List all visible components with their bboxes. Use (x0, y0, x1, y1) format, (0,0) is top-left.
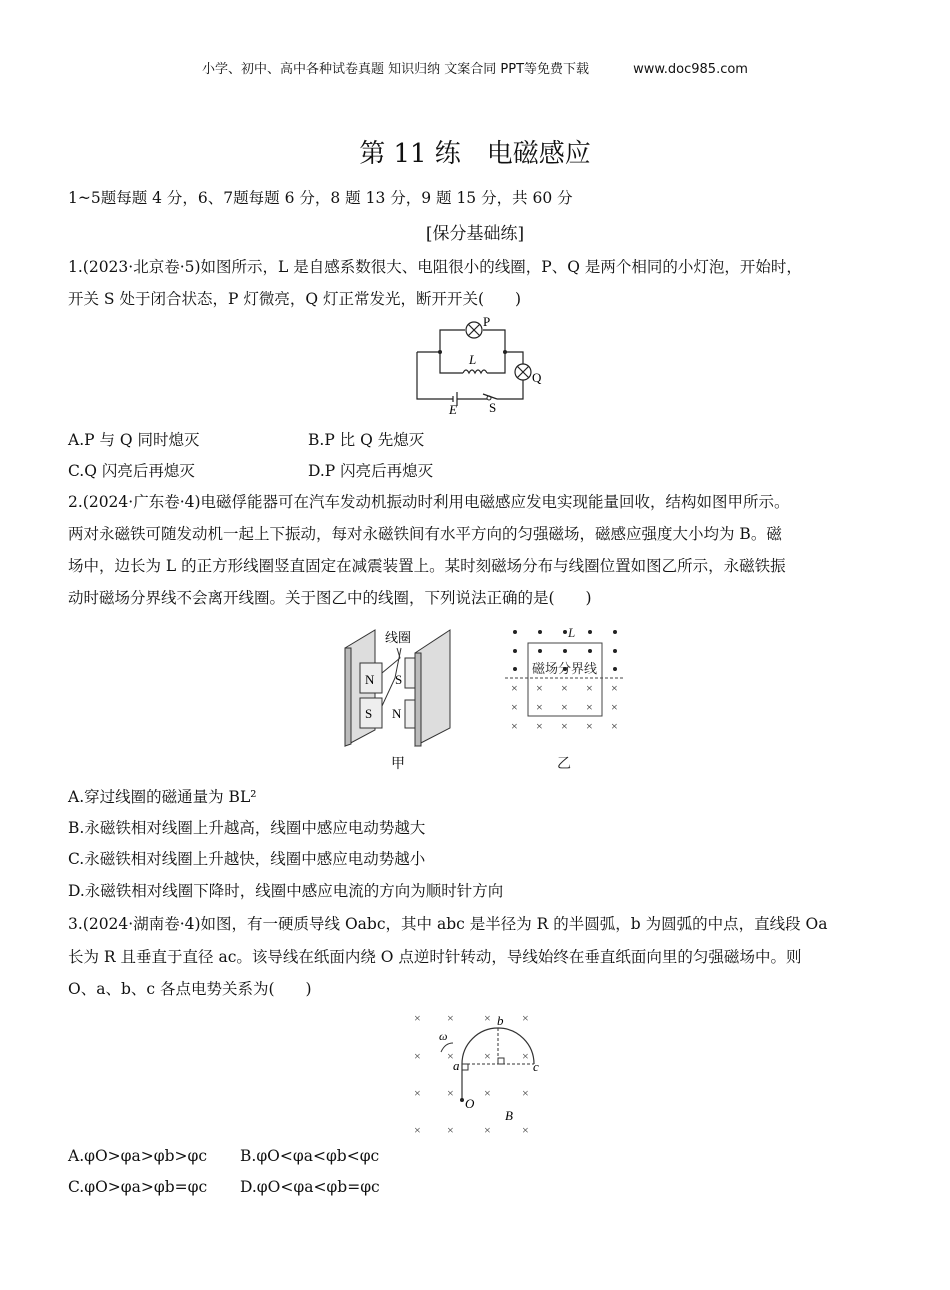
svg-text:×: × (484, 1086, 491, 1100)
q3-option-row (68, 1178, 380, 1196)
label-l: L (469, 352, 477, 367)
label-boundary: 磁场分界线 (532, 661, 598, 676)
q3-line: O、a、b、c 各点电势关系为( ) (68, 980, 312, 998)
option-a[interactable]: A.P 与 Q 同时熄灭 (68, 431, 200, 449)
header-text: 小学、初中、高中各种试卷真题 知识归纳 文案合同 PPT等免费下载 (202, 62, 590, 77)
option-a[interactable]: A.φO>φa>φb>φc (68, 1147, 208, 1165)
q2-figure (335, 618, 635, 773)
svg-text:×: × (536, 681, 543, 695)
q3-line: 长为 R 且垂直于直径 ac。该导线在纸面内绕 O 点逆时针转动，导线始终在垂直纸面向里的匀强磁场中。则 (68, 948, 802, 966)
svg-text:×: × (414, 1086, 421, 1100)
svg-text:×: × (611, 719, 618, 733)
svg-text:×: × (447, 1011, 454, 1025)
option-c[interactable]: C.φO>φa>φb=φc (68, 1178, 208, 1196)
svg-text:×: × (484, 1049, 491, 1063)
svg-text:×: × (561, 700, 568, 714)
q2-option-d[interactable]: D.永磁铁相对线圈下降时，线圈中感应电流的方向为顺时针方向 (68, 882, 504, 900)
q2-line: 2.(2024·广东卷·4)电磁俘能器可在汽车发动机振动时利用电磁感应发电实现能量回收，结构如图甲所示。 (68, 493, 790, 511)
svg-text:×: × (447, 1049, 454, 1063)
svg-text:×: × (586, 700, 593, 714)
svg-text:×: × (561, 719, 568, 733)
q1-line: 1.(2023·北京卷·5)如图所示，L 是自感系数很大、电阻很小的线圈，P、Q 是两个相同的小灯泡，开始时， (68, 258, 802, 276)
svg-text:×: × (447, 1123, 454, 1137)
label-coil: 线圈 (385, 630, 412, 645)
q1-circuit-figure (405, 312, 555, 417)
svg-text:×: × (522, 1011, 529, 1025)
svg-text:×: × (611, 681, 618, 695)
label-n2: N (392, 706, 402, 721)
svg-text:×: × (522, 1123, 529, 1137)
svg-text:×: × (414, 1049, 421, 1063)
label-a: a (453, 1058, 460, 1073)
option-d[interactable]: D.P 闪亮后再熄灭 (308, 462, 434, 480)
svg-text:×: × (511, 700, 518, 714)
svg-text:×: × (586, 719, 593, 733)
option-b[interactable]: B.φO<φa<φb<φc (240, 1147, 380, 1165)
svg-text:×: × (611, 700, 618, 714)
page-title: 第 11 练 电磁感应 (359, 139, 591, 169)
q2-option-b[interactable]: B.永磁铁相对线圈上升越高，线圈中感应电动势越大 (68, 819, 426, 837)
label-s: S (489, 400, 497, 415)
scoring-info: 1~5题每题 4 分，6、7题每题 6 分，8 题 13 分，9 题 15 分，共 60 分 (68, 189, 573, 207)
svg-text:×: × (511, 719, 518, 733)
q2-option-c[interactable]: C.永磁铁相对线圈上升越快，线圈中感应电动势越小 (68, 850, 426, 868)
label-q: Q (532, 370, 542, 385)
svg-text:×: × (414, 1123, 421, 1137)
label-o: O (465, 1096, 475, 1111)
q1-option-row (68, 459, 434, 481)
svg-text:×: × (561, 681, 568, 695)
q1-line: 开关 S 处于闭合状态，P 灯微亮，Q 灯正常发光，断开开关( ) (68, 290, 522, 308)
svg-text:×: × (522, 1086, 529, 1100)
option-c[interactable]: C.Q 闪亮后再熄灭 (68, 462, 195, 480)
label-p: P (483, 314, 491, 329)
label-s1: S (395, 672, 403, 687)
q2-line: 动时磁场分界线不会离开线圈。关于图乙中的线圈，下列说法正确的是( ) (68, 589, 592, 607)
svg-text:×: × (484, 1123, 491, 1137)
svg-text:×: × (511, 681, 518, 695)
svg-text:×: × (447, 1086, 454, 1100)
label-omega: ω (439, 1029, 448, 1043)
svg-text:×: × (536, 700, 543, 714)
label-c: c (533, 1059, 539, 1074)
label-b: b (497, 1013, 504, 1028)
option-b[interactable]: B.P 比 Q 先熄灭 (308, 431, 425, 449)
q2-line: 场中，边长为 L 的正方形线圈竖直固定在减震装置上。某时刻磁场分布与线圈位置如图乙所示，永磁铁振 (68, 557, 786, 575)
label-l: L (568, 625, 576, 640)
label-s2: S (365, 706, 373, 721)
label-e: E (449, 402, 457, 417)
label-n1: N (365, 672, 375, 687)
q3-figure (405, 1008, 565, 1138)
q2-option-a[interactable]: A.穿过线圈的磁通量为 BL² (68, 788, 257, 806)
q2-line: 两对永磁铁可随发动机一起上下振动，每对永磁铁间有水平方向的匀强磁场，磁感应强度大小均为 B。磁 (68, 525, 782, 543)
option-d[interactable]: D.φO<φa<φb=φc (240, 1178, 380, 1196)
label-jia: 甲 (391, 757, 405, 772)
section-heading: [保分基础练] (425, 224, 525, 244)
label-b-field: B (505, 1108, 513, 1123)
q3-line: 3.(2024·湖南卷·4)如图，有一硬质导线 Oabc，其中 abc 是半径为 R 的半圆弧，b 为圆弧的中点，直线段 Oa (68, 915, 828, 933)
header-url[interactable]: www.doc985.com (633, 62, 748, 77)
label-yi: 乙 (557, 757, 571, 772)
page-header (0, 58, 950, 77)
svg-text:×: × (536, 719, 543, 733)
svg-text:×: × (586, 681, 593, 695)
inductor-icon (463, 370, 487, 373)
svg-text:×: × (414, 1011, 421, 1025)
q1-option-row (68, 428, 425, 450)
svg-text:×: × (522, 1049, 529, 1063)
q3-option-row (68, 1147, 380, 1165)
svg-text:×: × (484, 1011, 491, 1025)
